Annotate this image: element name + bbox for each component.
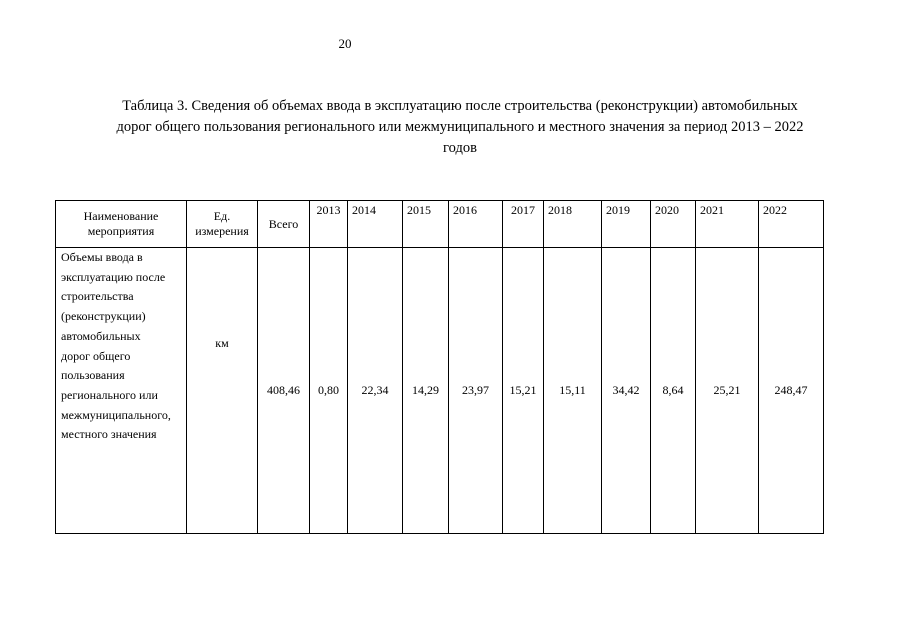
row-name-line: строительства bbox=[61, 289, 134, 304]
row-value-2022: 248,47 bbox=[759, 248, 824, 534]
header-year-2013: 2013 bbox=[310, 201, 348, 248]
row-name-line: пользования bbox=[61, 368, 125, 383]
row-value-2018: 15,11 bbox=[544, 248, 602, 534]
row-name-line: регионального или bbox=[61, 387, 158, 402]
table-caption-line: Таблица 3. Сведения об объемах ввода в эксплуатацию после строительства (реконструкции) автомобильных bbox=[122, 98, 798, 114]
row-name-cell bbox=[56, 248, 187, 534]
header-row bbox=[56, 201, 824, 248]
header-total: Всего bbox=[258, 201, 310, 248]
header-year-2016: 2016 bbox=[449, 201, 503, 248]
row-name-line: дорог общего bbox=[61, 348, 131, 363]
header-year-2015: 2015 bbox=[403, 201, 449, 248]
row-name-line: автомобильных bbox=[61, 328, 141, 343]
header-year-2021: 2021 bbox=[696, 201, 759, 248]
row-total-cell: 408,46 bbox=[258, 248, 310, 534]
table-caption-line: годов bbox=[443, 140, 477, 156]
row-value-2015: 14,29 bbox=[403, 248, 449, 534]
table-caption-line: дорог общего пользования регионального или межмуниципального и местного значения за период 2013 – 2022 bbox=[116, 119, 804, 135]
row-name-line: местного значения bbox=[61, 427, 157, 442]
row-unit-cell: км bbox=[187, 248, 258, 534]
row-value-2020: 8,64 bbox=[651, 248, 696, 534]
row-value-2014: 22,34 bbox=[348, 248, 403, 534]
row-value-2021: 25,21 bbox=[696, 248, 759, 534]
header-year-2017: 2017 bbox=[503, 201, 544, 248]
row-value-2017: 15,21 bbox=[503, 248, 544, 534]
row-name-line: эксплуатацию после bbox=[61, 269, 166, 284]
row-value-2019: 34,42 bbox=[602, 248, 651, 534]
table-caption bbox=[60, 96, 860, 159]
header-year-2022: 2022 bbox=[759, 201, 824, 248]
row-name-line: (реконструкции) bbox=[61, 309, 146, 324]
row-name-line: межмуниципального, bbox=[61, 407, 171, 422]
row-name-line: Объемы ввода в bbox=[61, 250, 143, 264]
header-year-2019: 2019 bbox=[602, 201, 651, 248]
header-year-2018: 2018 bbox=[544, 201, 602, 248]
table-row bbox=[56, 248, 824, 534]
page-number: 20 bbox=[338, 36, 352, 51]
header-unit: Ед. измерения bbox=[187, 201, 258, 248]
header-year-2020: 2020 bbox=[651, 201, 696, 248]
row-value-2016: 23,97 bbox=[449, 248, 503, 534]
row-value-2013: 0,80 bbox=[310, 248, 348, 534]
header-name: Наименование мероприятия bbox=[56, 201, 187, 248]
header-year-2014: 2014 bbox=[348, 201, 403, 248]
road-commissioning-table bbox=[55, 200, 824, 534]
